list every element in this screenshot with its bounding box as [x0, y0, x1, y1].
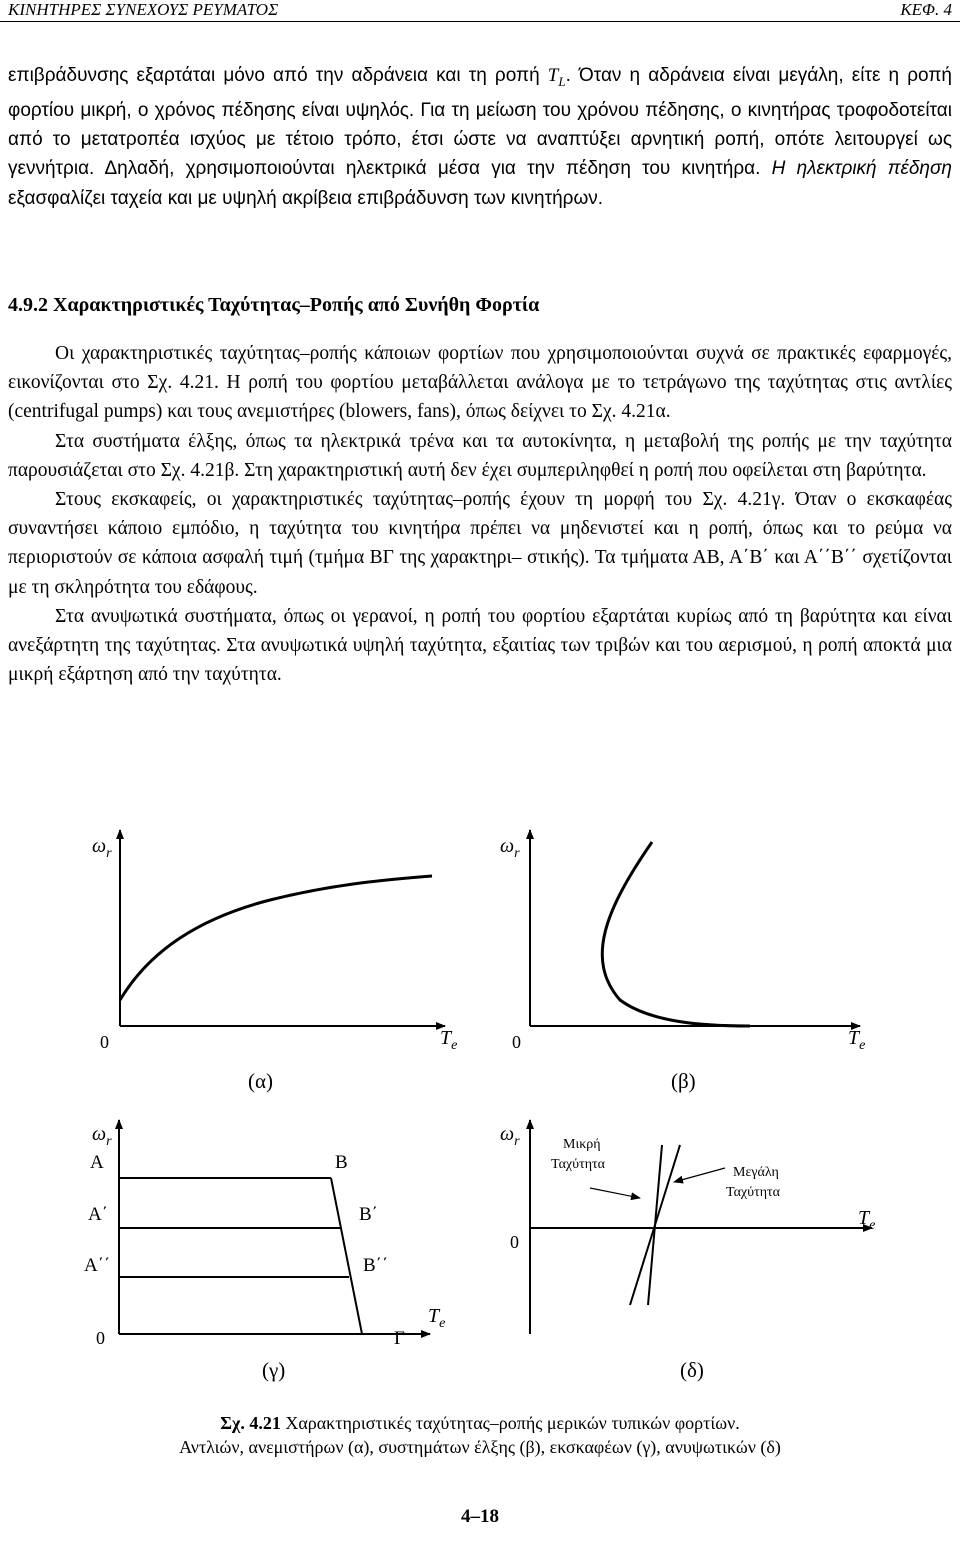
caption-title: Χαρακτηριστικές ταχύτητας–ροπής μερικών τυπικών φορτίων.: [280, 1413, 740, 1433]
panel-d-note-small-1: Μικρή: [563, 1137, 601, 1152]
panel-c-label: (γ): [262, 1358, 286, 1382]
running-header: [8, 0, 952, 20]
panel-a-curve: [120, 876, 432, 1000]
panel-d: [500, 1120, 875, 1382]
header-rule: [0, 21, 960, 22]
panel-c: [84, 1120, 445, 1382]
figure-caption: [0, 1411, 960, 1459]
panel-c-point-A2: Α΄΄: [84, 1255, 111, 1276]
panel-c-omega: $\omega_r$: [92, 1123, 112, 1149]
paragraph-pumps: Οι χαρακτηριστικές ταχύτητας–ροπής κάποιων φορτίων που χρησιμοποιούνται συχνά σε πρακτικές εφαρμογές, εικονίζονται στο Σχ. 4.21. Η ροπή του φορτίου μεταβάλλεται ανάλογα με το τετράγωνο της ταχύτητας στις αντλίες (centrifugal pumps) και τους ανεμιστήρες (blowers, fans), όπως δείχνει το Σχ. 4.21α.: [8, 343, 952, 423]
paragraph-hoists: Στα ανυψωτικά συστήματα, όπως οι γερανοί, η ροπή του φορτίου εξαρτάται κυρίως από τη βαρύτητα και είναι ανεξάρτητη της ταχύτητας. Στα ανυψωτικά υψηλή ταχύτητα, εξαιτίας των τριβών και του αερισμού, η ροπή αποκτά μια μικρή εξάρτηση από την ταχύτητα.: [8, 605, 952, 686]
panel-b-omega: $\omega_r$: [500, 835, 520, 861]
torque-subscript: L: [558, 73, 566, 89]
torque-symbol: T: [547, 65, 559, 86]
section-heading: 4.9.2 Χαρακτηριστικές Ταχύτητας–Ροπής από Συνήθη Φορτία: [8, 294, 540, 316]
panel-c-point-A1: Α΄: [88, 1204, 109, 1225]
panel-d-note-small-2: Ταχύτητα: [551, 1157, 605, 1172]
panel-b-origin: 0: [512, 1032, 521, 1052]
panel-c-te: $T_e$: [428, 1305, 446, 1331]
caption-figure-number: Σχ. 4.21: [220, 1413, 281, 1433]
section-body: [8, 339, 952, 689]
panel-a-omega: $\omega_r$: [92, 835, 112, 861]
panel-d-omega: $\omega_r$: [500, 1123, 520, 1149]
panel-d-note-large-1: Μεγάλη: [733, 1165, 779, 1180]
panel-a: [92, 830, 457, 1093]
panel-d-te: $T_e$: [858, 1207, 876, 1233]
panel-b: [500, 830, 865, 1093]
intro-text-end: εξασφαλίζει ταχεία και με υψηλή ακρίβεια επιβράδυνση των κινητήρων.: [8, 187, 604, 209]
panel-b-curve: [602, 842, 750, 1026]
panel-c-origin: 0: [96, 1328, 105, 1348]
panel-c-point-A: Α: [90, 1152, 104, 1173]
header-chapter-title: ΚΙΝΗΤΗΡΕΣ ΣΥΝΕΧΟΥΣ ΡΕΥΜΑΤΟΣ: [8, 0, 279, 19]
panel-c-point-B2: Β΄΄: [363, 1255, 389, 1276]
panel-c-point-B1: Β΄: [359, 1204, 378, 1225]
panel-d-note-large-2: Ταχύτητα: [726, 1185, 780, 1200]
panel-a-origin: 0: [100, 1032, 109, 1052]
panel-d-arrow-large: [674, 1168, 725, 1182]
panel-d-origin: 0: [510, 1232, 519, 1252]
paragraph-traction: Στα συστήματα έλξης, όπως τα ηλεκτρικά τρένα και τα αυτοκίνητα, η μεταβολή της ροπής με την ταχύτητα παρουσιάζεται στο Σχ. 4.21β. Στη χαρακτηριστική αυτή δεν έχει συμπεριληφθεί η ροπή που οφείλεται στη βαρύτητα.: [8, 430, 952, 481]
intro-text-start: επιβράδυνσης εξαρτάται μόνο από την αδράνεια και τη ροπή: [8, 65, 548, 86]
panel-d-label: (δ): [680, 1358, 704, 1382]
panel-d-arrow-small: [590, 1188, 640, 1198]
caption-line-1: [0, 1411, 960, 1435]
panel-a-label: (α): [248, 1069, 273, 1093]
panel-b-te: $T_e$: [848, 1027, 866, 1053]
page-number: 4–18: [461, 1506, 499, 1527]
panel-a-te: $T_e$: [440, 1027, 458, 1053]
header-chapter-number: ΚΕΦ. 4: [900, 0, 952, 19]
paragraph-excavators: Στους εκσκαφείς, οι χαρακτηριστικές ταχύτητας–ροπής έχουν τη μορφή του Σχ. 4.21γ. Όταν ο εκσκαφέας συναντήσει κάποιο εμπόδιο, η ταχύτητα του κινητήρα πρέπει να μηδενιστεί και η ροπή, όπως και το ρεύμα να περιοριστούν σε κάποια ασφαλή τιμή (τμήμα ΒΓ της χαρακτηρι– στικής). Τα τμήματα ΑΒ, Α΄Β΄ και Α΄΄Β΄΄ σχετίζονται με τη σκληρότητα του εδάφους.: [8, 489, 952, 598]
intro-italic-term: Η ηλεκτρική πέδηση: [771, 158, 952, 180]
intro-text-middle: . Όταν η αδράνεια είναι μεγάλη, είτε η ροπή φορτίου μικρή, ο χρόνος πέδησης είναι υψηλός. Για τη μείωση του χρόνου πέδησης, ο κινητήρας τροφοδοτείται από το μετατροπέα ισχύος με τέτοιο τρόπο, έτσι ώστε να αναπτύξει αρνητική ροπή, οπότε λειτουργεί ως γεννήτρια. Δηλαδή, χρησιμοποιούνται ηλεκτρικά μέσα για την πέδηση του κινητήρα.: [8, 65, 952, 180]
panel-c-point-G: Γ: [394, 1328, 405, 1349]
figure-4-21: [0, 800, 960, 1400]
caption-line-2: Αντλιών, ανεμιστήρων (α), συστημάτων έλξης (β), εκσκαφέων (γ), ανυψωτικών (δ): [179, 1437, 781, 1457]
panel-c-line-BG: [331, 1178, 362, 1334]
panel-c-point-B: Β: [335, 1152, 348, 1173]
intro-paragraph: [8, 61, 952, 213]
panel-b-label: (β): [671, 1069, 696, 1093]
panel-d-line-tilted: [630, 1145, 680, 1305]
